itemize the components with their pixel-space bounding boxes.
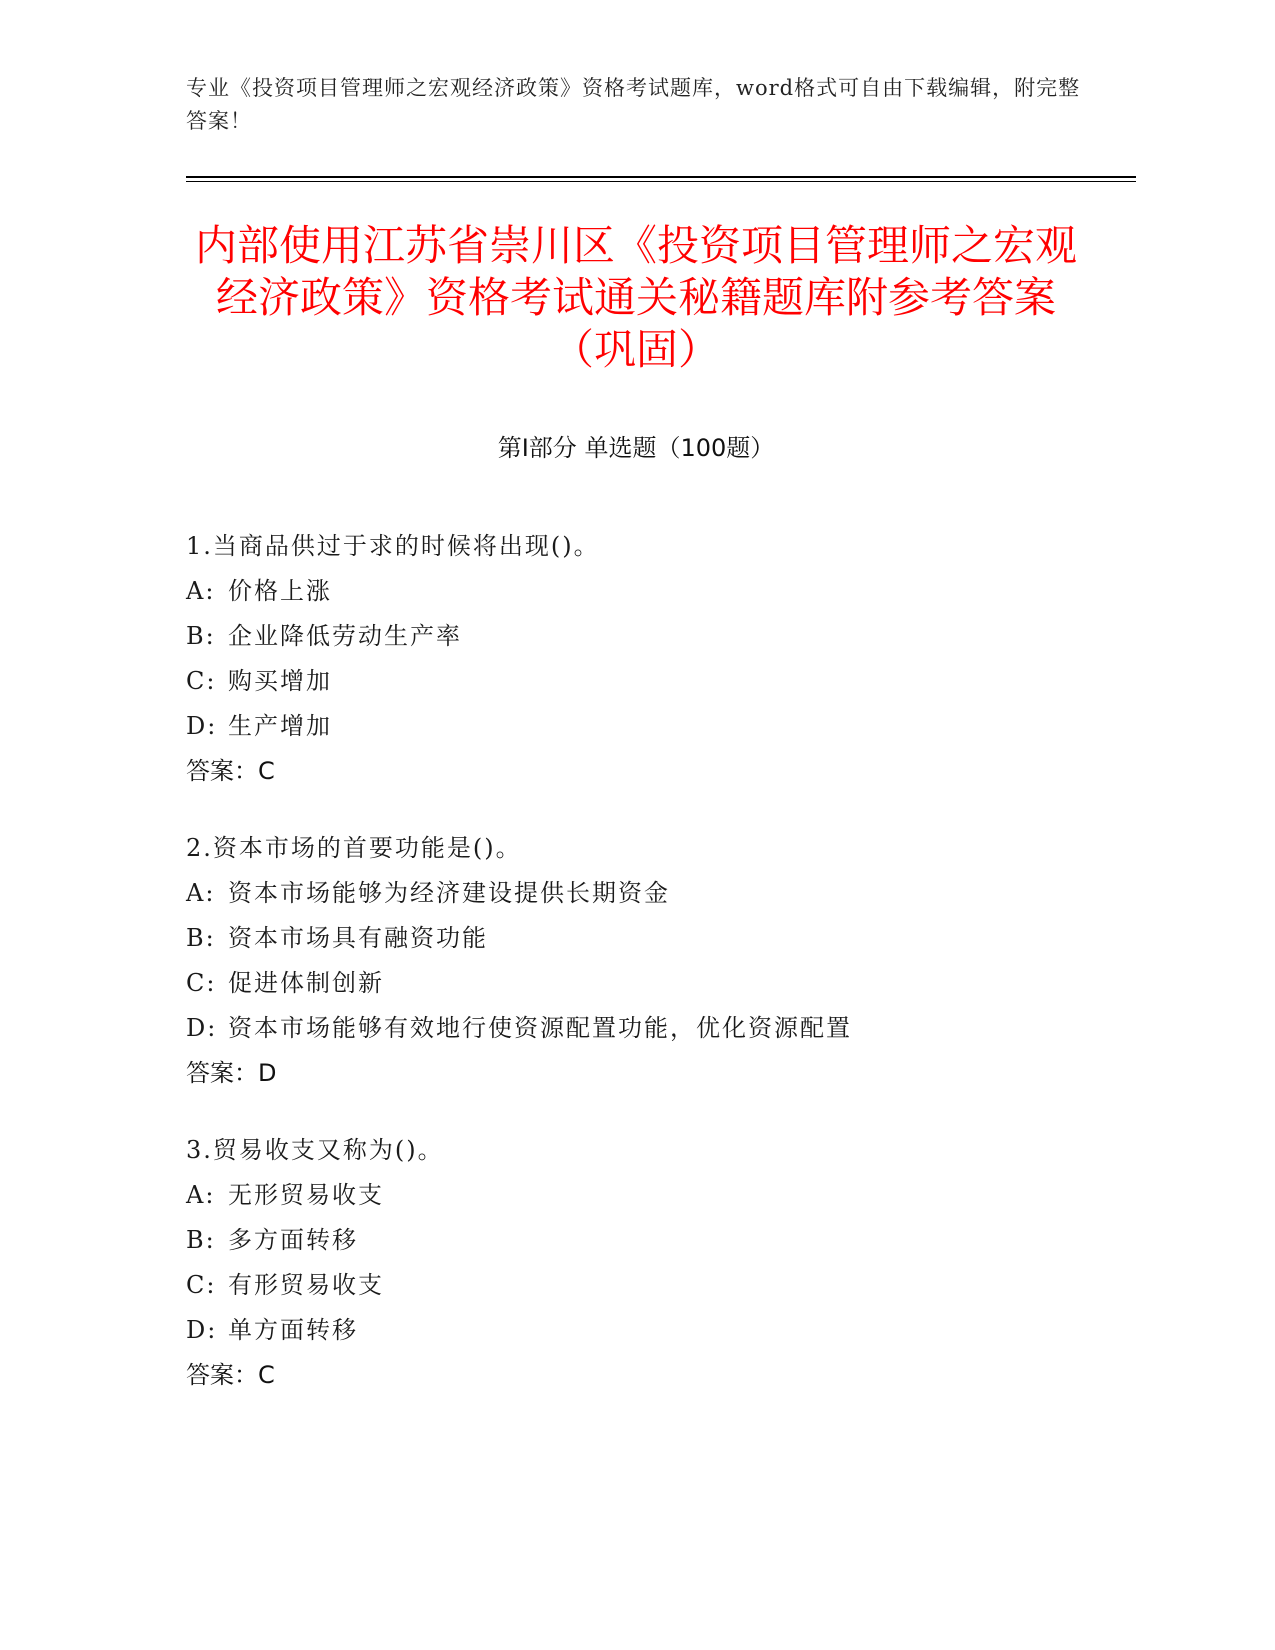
- option-text: 资本市场能够有效地行使资源配置功能，优化资源配置: [228, 1014, 852, 1042]
- option-text: 企业降低劳动生产率: [228, 622, 462, 650]
- option-text: 生产增加: [228, 712, 332, 740]
- answer-line: 答案：C: [186, 757, 275, 785]
- option-key: A:: [186, 577, 216, 605]
- option-key: C:: [186, 969, 217, 997]
- option-text: 购买增加: [228, 667, 332, 695]
- question-stem: 2.资本市场的首要功能是()。: [186, 834, 522, 862]
- question-1: [186, 524, 1086, 794]
- option-d: [186, 1006, 1086, 1051]
- option-key: D:: [186, 1014, 218, 1042]
- answer-line: 答案：C: [186, 1361, 275, 1389]
- option-key: B:: [186, 924, 216, 952]
- question-2: [186, 826, 1086, 1096]
- option-a: [186, 569, 1086, 614]
- option-key: B:: [186, 622, 216, 650]
- option-key: D:: [186, 1316, 218, 1344]
- option-a: [186, 1173, 1086, 1218]
- option-b: [186, 1218, 1086, 1263]
- option-c: [186, 659, 1086, 704]
- option-c: [186, 961, 1086, 1006]
- question-list: [186, 524, 1086, 1430]
- option-d: [186, 704, 1086, 749]
- option-text: 价格上涨: [228, 577, 332, 605]
- option-text: 无形贸易收支: [228, 1181, 384, 1209]
- question-stem: 1.当商品供过于求的时候将出现()。: [186, 532, 600, 560]
- option-text: 促进体制创新: [228, 969, 384, 997]
- document-title: 内部使用江苏省崇川区《投资项目管理师之宏观经济政策》资格考试通关秘籍题库附参考答案（巩固）: [194, 221, 1077, 374]
- header-note: 专业《投资项目管理师之宏观经济政策》资格考试题库，word格式可自由下载编辑，附完整答案！: [186, 76, 1081, 133]
- option-text: 资本市场具有融资功能: [228, 924, 488, 952]
- option-key: C:: [186, 1271, 217, 1299]
- option-key: B:: [186, 1226, 216, 1254]
- header-divider-thin: [186, 181, 1136, 182]
- option-text: 有形贸易收支: [228, 1271, 384, 1299]
- option-b: [186, 916, 1086, 961]
- option-text: 多方面转移: [228, 1226, 358, 1254]
- option-key: A:: [186, 1181, 216, 1209]
- question-3: [186, 1128, 1086, 1398]
- option-key: A:: [186, 879, 216, 907]
- option-a: [186, 871, 1086, 916]
- option-key: C:: [186, 667, 217, 695]
- header-divider-thick: [186, 176, 1136, 178]
- option-d: [186, 1308, 1086, 1353]
- option-key: D:: [186, 712, 218, 740]
- option-b: [186, 614, 1086, 659]
- option-text: 单方面转移: [228, 1316, 358, 1344]
- section-title: 第Ⅰ部分 单选题（100题）: [497, 434, 775, 462]
- answer-line: 答案：D: [186, 1059, 277, 1087]
- option-text: 资本市场能够为经济建设提供长期资金: [228, 879, 670, 907]
- question-stem: 3.贸易收支又称为()。: [186, 1136, 444, 1164]
- option-c: [186, 1263, 1086, 1308]
